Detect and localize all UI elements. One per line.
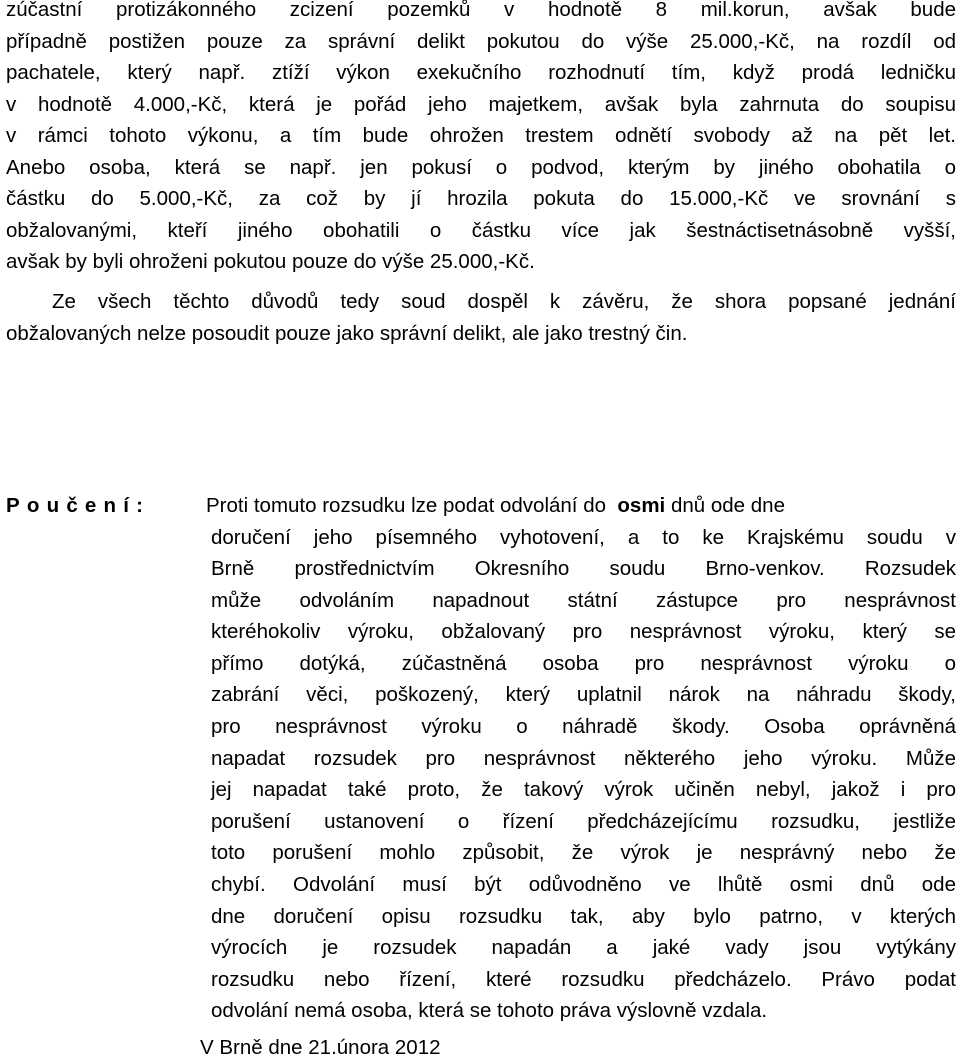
text-line: částku do 5.000,-Kč, za což by jí hrozila pokuta do 15.000,-Kč ve srovnání s <box>6 187 956 210</box>
text-line: Brně prostřednictvím Okresního soudu Brno-venkov. Rozsudek <box>211 557 956 581</box>
text-line: může odvoláním napadnout státní zástupce pro nesprávnost <box>211 588 956 612</box>
text-line: v hodnotě 4.000,-Kč, která je pořád jeho majetkem, avšak byla zahrnuta do soupisu <box>6 92 956 116</box>
text-line: jej napadat také proto, že takový výrok učiněn nebyl, jakož i pro <box>211 778 956 802</box>
text-line: obžalovanými, kteří jiného obohatili o částku více jak šestnáctisetnásobně vyšší, <box>6 218 956 242</box>
text-line: rozsudku nebo řízení, které rozsudku předcházelo. Právo podat <box>211 967 956 991</box>
text-line: zabrání věci, poškozený, který uplatnil nárok na náhradu škody, <box>211 683 956 707</box>
text-line: pro nesprávnost výroku o náhradě škody. Osoba oprávněná <box>211 715 956 739</box>
text-line: přímo dotýká, zúčastněná osoba pro nesprávnost výroku o <box>211 651 956 675</box>
text-line: chybí. Odvolání musí být odůvodněno ve lhůtě osmi dnů ode <box>211 873 956 897</box>
text-line: doručení jeho písemného vyhotovení, a to ke Krajskému soudu v <box>211 525 956 549</box>
pouceni-label <box>6 490 150 522</box>
text-line: toto porušení mohlo způsobit, že výrok je nesprávný nebo že <box>211 841 956 865</box>
text-line: kteréhokoliv výroku, obžalovaný pro nesprávnost výroku, který se <box>211 620 956 644</box>
text-line: pachatele, který např. ztíží výkon exekučního rozhodnutí tím, když prodá ledničku <box>6 61 956 84</box>
pouceni-body <box>211 522 956 1028</box>
text-line: avšak by byli ohroženi pokutou pouze do výše 25.000,-Kč. <box>6 250 535 273</box>
pouceni-first-line <box>206 490 956 522</box>
text-line: dne doručení opisu rozsudku tak, aby bylo patrno, v kterých <box>211 904 956 928</box>
paragraph-1 <box>6 0 956 278</box>
text-line: obžalovaných nelze posoudit pouze jako správní delikt, ale jako trestný čin. <box>6 321 688 345</box>
text-line: případně postižen pouze za správní delikt pokutou do výše 25.000,-Kč, na rozdíl od <box>6 29 956 53</box>
place-date-signoff: V Brně dne 21.února 2012 <box>200 1036 441 1059</box>
text-line: zúčastní protizákonného zcizení pozemků v hodnotě 8 mil.korun, avšak bude <box>6 0 956 21</box>
pouceni-first-text: Proti tomuto rozsudku lze podat odvolání do <box>206 494 606 517</box>
text-line: výrocích je rozsudek napadán a jaké vady jsou vytýkány <box>211 936 956 960</box>
pouceni-first-text-end: dnů ode dne <box>670 494 785 517</box>
paragraph-2 <box>6 286 956 349</box>
text-line: Ze všech těchto důvodů tedy soud dospěl k závěru, že shora popsané jednání <box>52 290 956 313</box>
pouceni-label-text: Poučení: <box>6 494 151 517</box>
text-line: napadat rozsudek pro nesprávnost některého jeho výroku. Může <box>211 746 956 770</box>
text-line: porušení ustanovení o řízení předcházejícímu rozsudku, jestliže <box>211 809 956 833</box>
text-line: Anebo osoba, která se např. jen pokusí o podvod, kterým by jiného obohatila o <box>6 155 956 179</box>
text-line: v rámci tohoto výkonu, a tím bude ohrožen trestem odnětí svobody až na pět let. <box>6 124 956 147</box>
text-line: odvolání nemá osoba, která se tohoto práva výslovně vzdala. <box>211 999 768 1023</box>
pouceni-bold-term: osmi <box>617 494 666 517</box>
